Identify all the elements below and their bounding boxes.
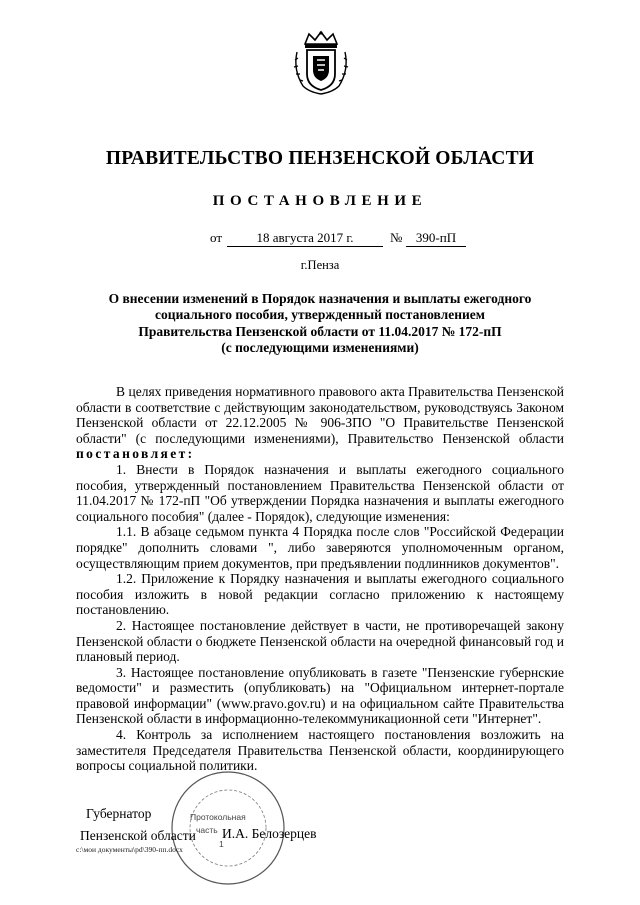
paragraph-1-1: 1.1. В абзаце седьмом пункта 4 Порядка после слов "Российской Федерации порядке" дополнить словами ", либо заверяются уполномоченным органом, осуществляющим прием документов, при предъявлении подлинников документов". bbox=[76, 524, 564, 571]
document-number: 390-пП bbox=[406, 230, 466, 247]
preamble-paragraph bbox=[76, 384, 564, 462]
file-path: c:\мои документы\pd\390-пп.docx bbox=[76, 845, 183, 854]
signatory-name: И.А. Белозерцев bbox=[222, 826, 317, 841]
signatory-title-line: Губернатор bbox=[86, 806, 152, 821]
stamp-text: 1 bbox=[219, 839, 224, 849]
government-name: ПРАВИТЕЛЬСТВО ПЕНЗЕНСКОЙ ОБЛАСТИ bbox=[105, 148, 535, 169]
decree-word: постановляет: bbox=[76, 446, 195, 462]
paragraph-4: 4. Контроль за исполнением настоящего постановления возложить на заместителя Председателя Правительства Пензенской области, координирующего вопросы социальной политики. bbox=[76, 727, 564, 774]
signatory-title bbox=[82, 802, 196, 848]
paragraph-3: 3. Настоящее постановление опубликовать в газете "Пензенские губернские ведомости" и разместить (опубликовать) на "Официальном интернет-портале правовой информации" (www.pravo.gov.ru) и на официальном сайте Правительства Пензенской области в информационно-телекоммуникационной сети "Интернет". bbox=[76, 664, 564, 727]
stamp-text: часть bbox=[196, 825, 218, 835]
stamp-text: Протокольная bbox=[190, 812, 246, 822]
paragraph-1: 1. Внести в Порядок назначения и выплаты ежегодного социального пособия, утвержденный постановлением Правительства Пензенской области от 11.04.2017 № 172-пП "Об утверждении Порядка назначения и выплаты ежегодного социального пособия" (далее - Порядок), следующие изменения: bbox=[76, 461, 564, 524]
paragraph-2: 2. Настоящее постановление действует в части, не противоречащей закону Пензенской области о бюджете Пензенской области на очередной финансовый год и плановый период. bbox=[76, 617, 564, 665]
document-body bbox=[76, 384, 564, 774]
subject-line: (с последующими изменениями) bbox=[221, 339, 419, 355]
document-type: ПОСТАНОВЛЕНИЕ bbox=[212, 193, 428, 209]
signatory-title-line: Пензенской области bbox=[80, 828, 196, 843]
paragraph-1-2: 1.2. Приложение к Порядку назначения и выплаты ежегодного социального пособия изложить в новой редакции согласно приложению к настоящему постановлению. bbox=[76, 571, 564, 618]
coat-of-arms-icon bbox=[291, 30, 351, 96]
date-prefix: от bbox=[210, 230, 223, 245]
document-subject bbox=[80, 291, 560, 356]
subject-line: Правительства Пензенской области от 11.04.2017 № 172-пП bbox=[138, 323, 502, 339]
preamble-text: В целях приведения нормативного правового акта Правительства Пензенской области в соответствие с действующим законодательством, руководствуясь Законом Пензенской области от 22.12.2005 № 906-ЗПО "О Правительстве Пензенской области" (с последующими изменениями), Правительство Пензенской области bbox=[76, 384, 564, 446]
subject-line: О внесении изменений в Порядок назначения и выплаты ежегодного bbox=[108, 291, 532, 306]
document-date: 18 августа 2017 г. bbox=[227, 230, 383, 247]
subject-line: социального пособия, утвержденный постановлением bbox=[155, 307, 485, 323]
number-prefix: № bbox=[390, 230, 403, 245]
city: г.Пенза bbox=[300, 258, 340, 272]
